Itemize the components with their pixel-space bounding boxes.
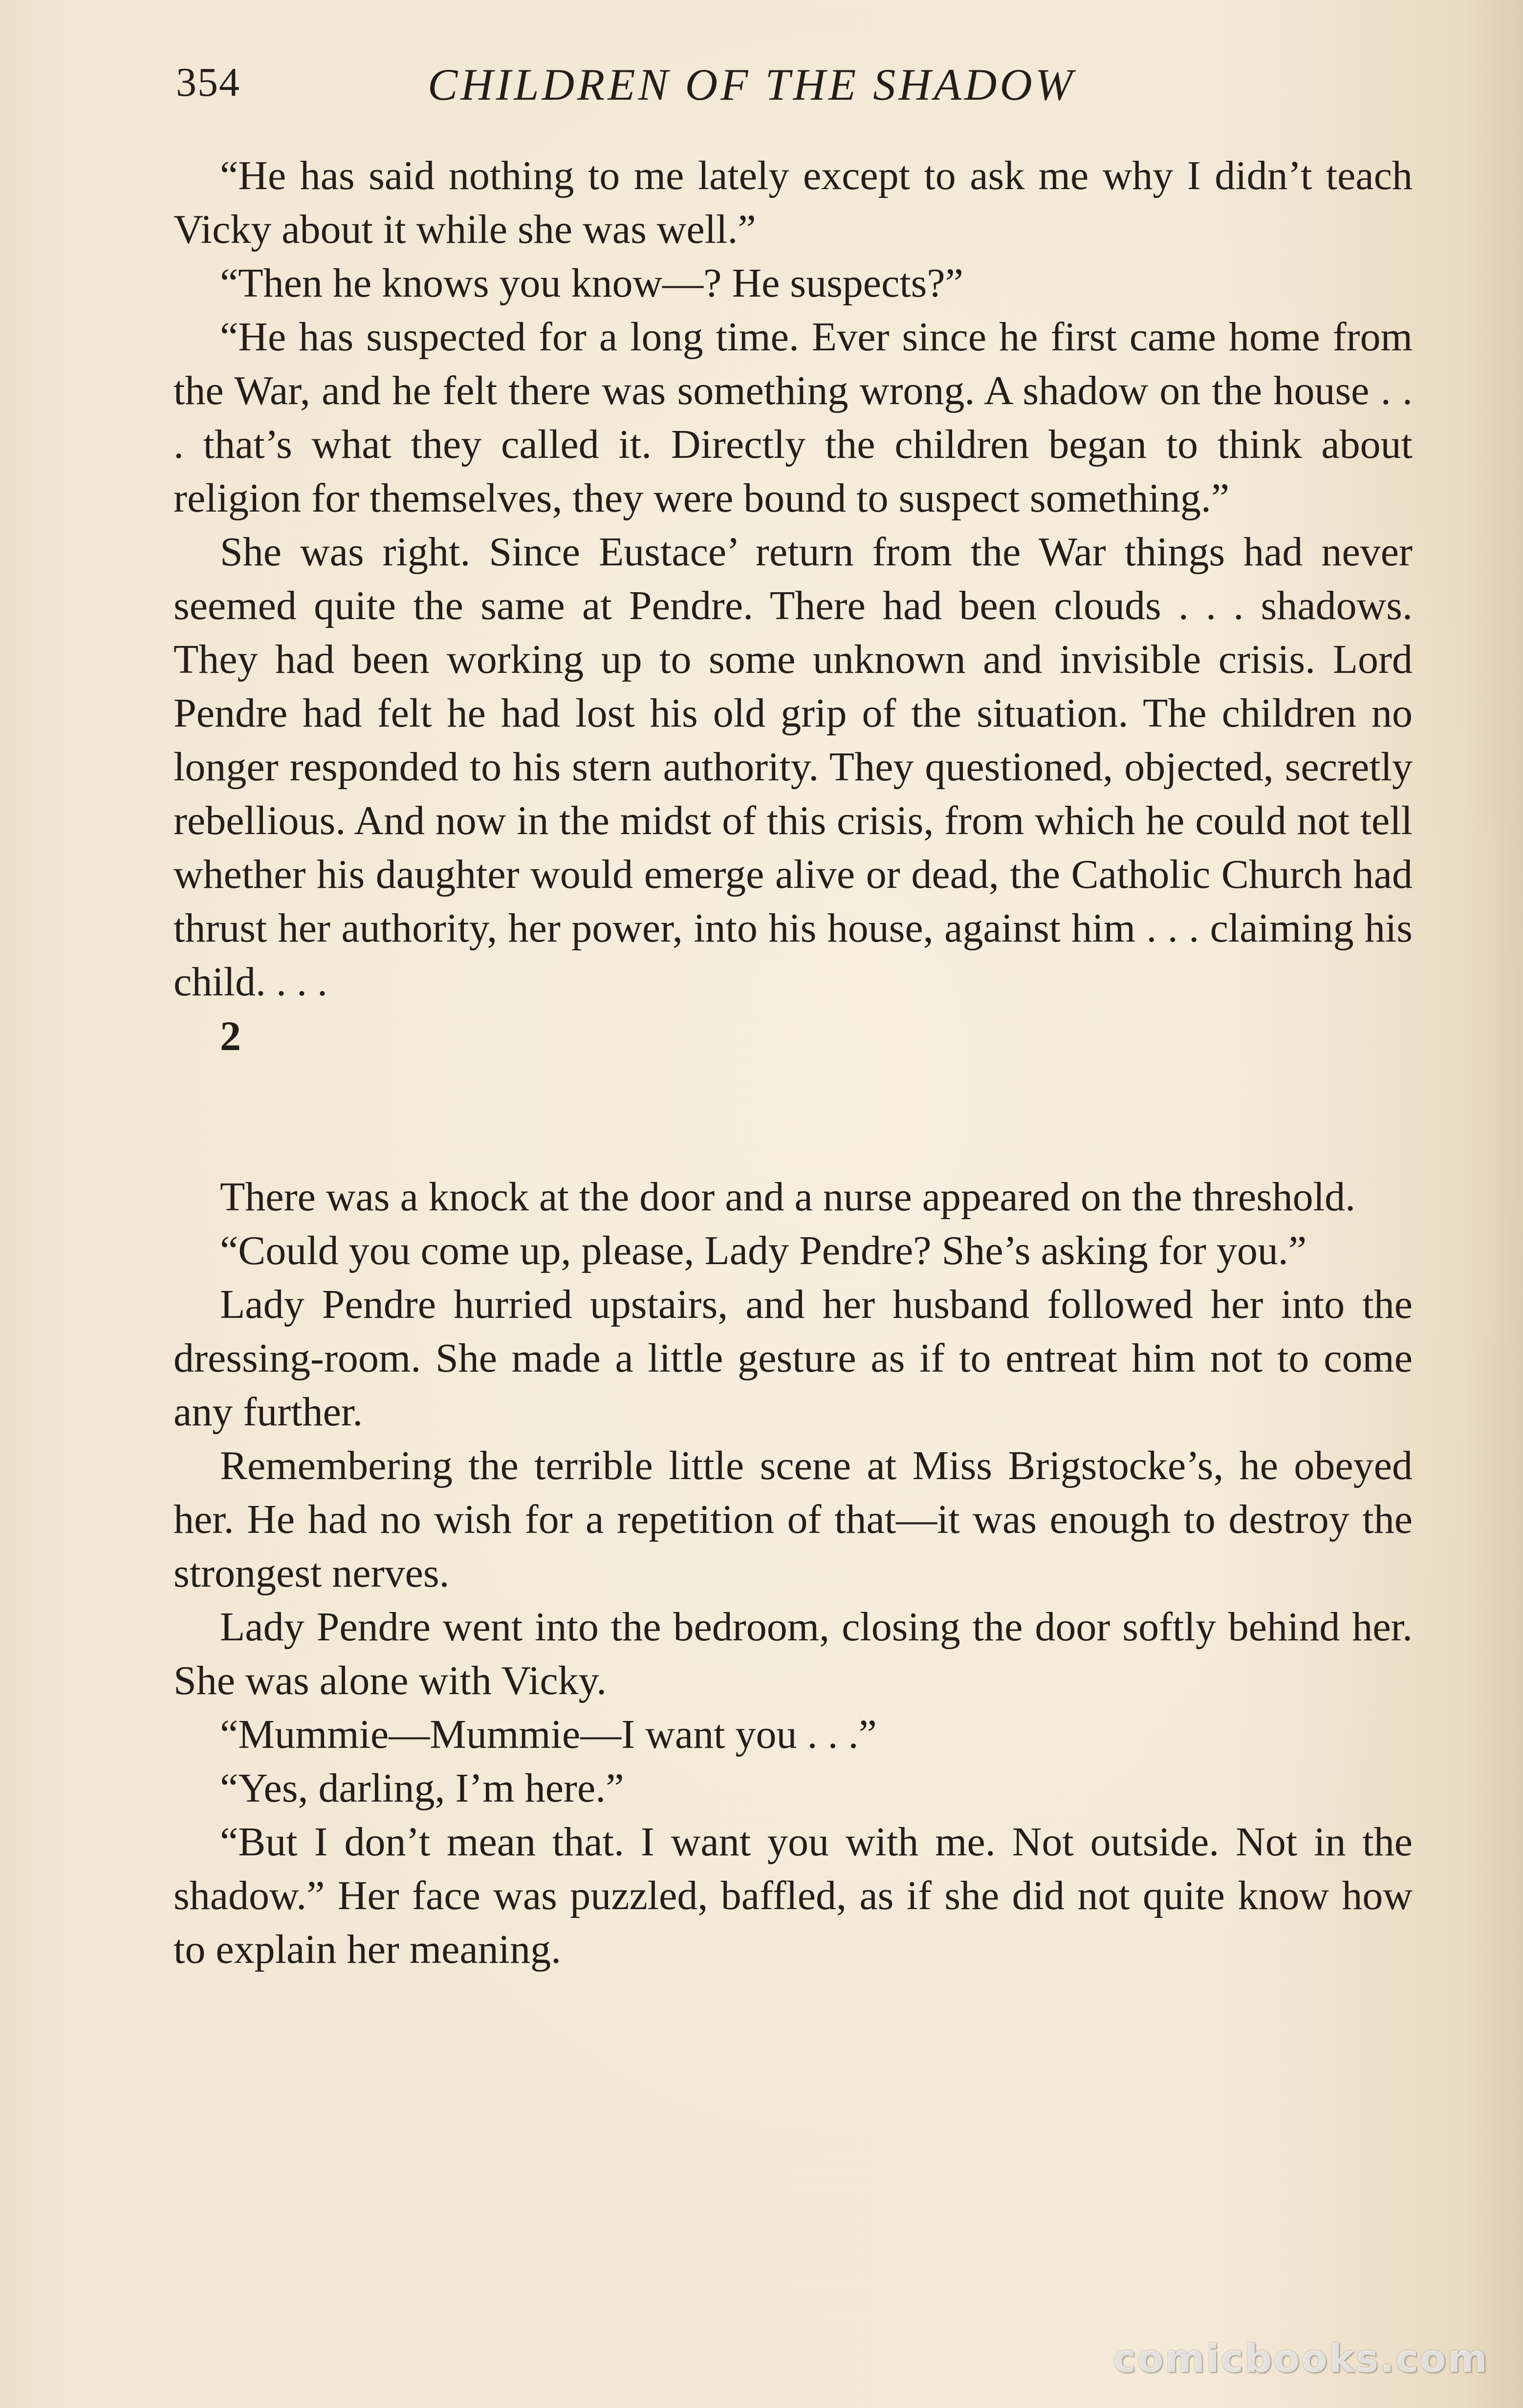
paragraph: “But I don’t mean that. I want you with me. Not outside. Not in the shadow.” Her face was puzzled, baffled, as if she did not quite know how to explain her meaning. — [174, 1819, 1413, 1972]
paragraph: “Then he knows you know—? He suspects?” — [220, 260, 963, 306]
paragraph: “He has said nothing to me lately except to ask me why I didn’t teach Vicky about it while she was well.” — [174, 153, 1413, 252]
paragraph: “Yes, darling, I’m here.” — [220, 1765, 624, 1811]
section-number: 2 — [220, 1012, 241, 1059]
paragraph: “He has suspected for a long time. Ever since he first came home from the War, and he felt there was something wrong. A shadow on the house . . . that’s what they called it. Directly the children began to think about religion for themselves, they were bound to suspect something.” — [174, 314, 1413, 521]
paragraph: There was a knock at the door and a nurse appeared on the threshold. — [220, 1174, 1356, 1220]
paragraph: Remembering the terrible little scene at Miss Brigstocke’s, he obeyed her. He had no wish for a repetition of that—it was enough to destroy the strongest nerves. — [174, 1443, 1413, 1596]
page-header — [176, 59, 1427, 122]
body-text — [174, 149, 1413, 1977]
paragraph: Lady Pendre hurried upstairs, and her husband followed her into the dressing-room. She made a little gesture as if to entreat him not to come any further. — [174, 1282, 1413, 1435]
running-head: CHILDREN OF THE SHADOW — [428, 60, 1076, 109]
watermark: comicbooks.com — [1113, 2337, 1489, 2381]
paragraph: Lady Pendre went into the bedroom, closing the door softly behind her. She was alone with Vicky. — [174, 1604, 1413, 1703]
paragraph: “Mummie—Mummie—I want you . . .” — [220, 1712, 877, 1757]
paragraph: “Could you come up, please, Lady Pendre? She’s asking for you.” — [220, 1228, 1307, 1273]
paragraph: She was right. Since Eustace’ return from the War things had never seemed quite the same at Pendre. There had been clouds . . . shadows. They had been working up to some unknown and invisible crisis. Lord Pendre had felt he had lost his old grip of the situation. The children no longer responded to his stern authority. They questioned, objected, secretly rebellious. And now in the midst of this crisis, from which he could not tell whether his daughter would emerge alive or dead, the Catholic Church had thrust her authority, her power, into his house, against him . . . claiming his child. . . . — [174, 529, 1413, 1005]
page-number: 354 — [176, 60, 240, 105]
